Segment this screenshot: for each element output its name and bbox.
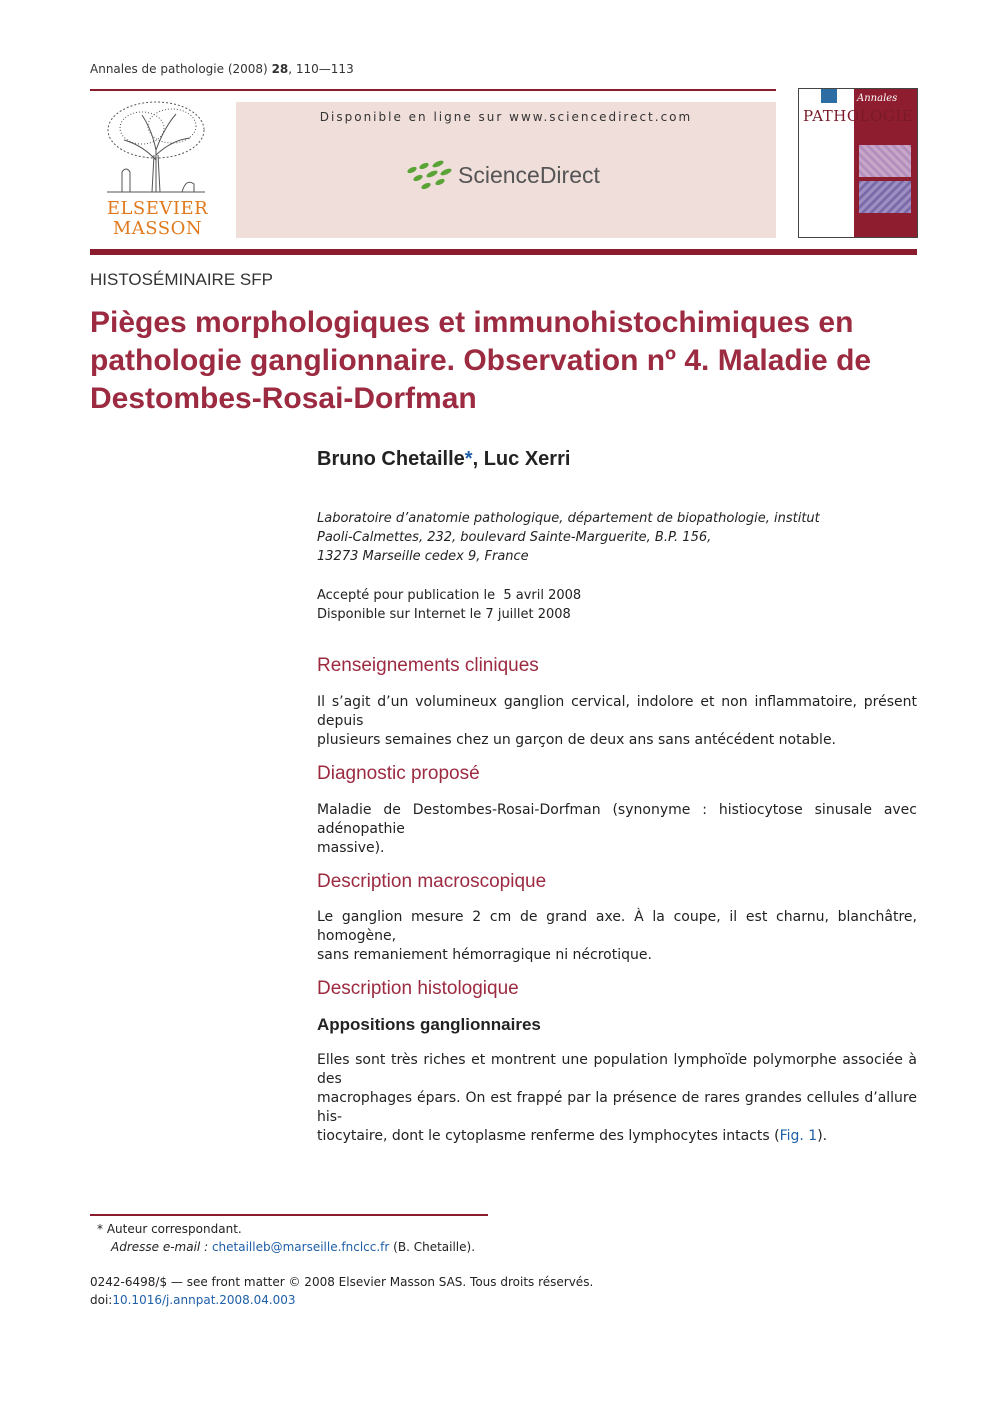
footnote-mark: * xyxy=(97,1222,103,1236)
paragraph-line: macrophages épars. On est frappé par la présence de rares grandes cellules d’allure his- xyxy=(317,1090,917,1125)
footnote-line xyxy=(97,1220,475,1238)
accepted-date: Accepté pour publication le 5 avril 2008 xyxy=(317,588,582,603)
copyright-block xyxy=(90,1273,593,1309)
doi-label: doi: xyxy=(90,1293,113,1307)
publication-dates xyxy=(317,586,581,624)
cover-blue-square xyxy=(821,89,837,103)
subheading-appositions: Appositions ganglionnaires xyxy=(317,1015,541,1034)
affiliation-line: 13273 Marseille cedex 9, France xyxy=(317,549,529,564)
online-date: Disponible sur Internet le 7 juillet 2008 xyxy=(317,607,571,622)
corresponding-author-mark[interactable]: * xyxy=(464,448,473,470)
section-label: HISTOSÉMINAIRE SFP xyxy=(90,270,273,289)
elsevier-masson-logo xyxy=(90,100,225,240)
heading-diagnosis: Diagnostic proposé xyxy=(317,763,480,784)
header-bottom-rule xyxy=(90,249,917,255)
line-text: ). xyxy=(817,1128,828,1144)
available-online-text: Disponible en ligne sur www.sciencedirect.com xyxy=(319,110,693,124)
header-top-rule xyxy=(90,89,776,91)
heading-macroscopic: Description macroscopique xyxy=(317,871,547,892)
author-list xyxy=(317,448,570,471)
journal-reference xyxy=(90,62,354,76)
footnote-text: Auteur correspondant. xyxy=(106,1222,242,1236)
paragraph-line: plusieurs semaines chez un garçon de deux ans sans antécédent notable. xyxy=(317,732,837,748)
affiliation-line: Paoli-Calmettes, 232, boulevard Sainte-Marguerite, B.P. 156, xyxy=(317,530,712,545)
affiliation-line: Laboratoire d’anatomie pathologique, département de biopathologie, institut xyxy=(317,511,820,526)
affiliation xyxy=(317,509,857,566)
doi-link[interactable]: 10.1016/j.annpat.2008.04.003 xyxy=(112,1293,296,1307)
elsevier-tree-icon xyxy=(102,100,210,194)
email-suffix: (B. Chetaille). xyxy=(393,1240,476,1254)
cover-title: PATHOLOGIE xyxy=(803,107,914,125)
paragraph-line xyxy=(317,1127,917,1146)
paragraph-clinical xyxy=(317,693,917,750)
author-xerri: , Luc Xerri xyxy=(472,448,571,470)
paragraph-line: Le ganglion mesure 2 cm de grand axe. À la coupe, il est charnu, blanchâtre, homogène, xyxy=(317,909,917,944)
sciencedirect-banner xyxy=(236,102,776,238)
sciencedirect-leaf-icon xyxy=(404,160,456,194)
doi-line xyxy=(90,1291,593,1309)
paragraph-line: Maladie de Destombes-Rosai-Dorfman (synonyme : histiocytose sinusale avec adénopathie xyxy=(317,802,917,837)
footnote-email-line xyxy=(97,1238,475,1256)
paragraph-line: massive). xyxy=(317,840,385,856)
paragraph-line: Il s’agit d’un volumineux ganglion cervical, indolore et non inflammatoire, présent depuis xyxy=(317,694,917,729)
heading-histologic: Description histologique xyxy=(317,978,519,999)
journal-name: Annales de pathologie (2008) xyxy=(90,62,268,76)
footnote xyxy=(97,1220,475,1256)
publisher-name-line1: ELSEVIER xyxy=(106,198,209,219)
paragraph-line: sans remaniement hémorragique ni nécrotique. xyxy=(317,947,652,963)
copyright-line: 0242-6498/$ — see front matter © 2008 Elsevier Masson SAS. Tous droits réservés. xyxy=(90,1275,594,1289)
email-link[interactable]: chetailleb@marseille.fnclcc.fr xyxy=(211,1240,390,1254)
sciencedirect-wordmark: ScienceDirect xyxy=(458,162,600,188)
cover-micrograph-1 xyxy=(859,145,911,177)
journal-volume: 28 xyxy=(271,62,289,76)
paragraph-diagnosis xyxy=(317,801,917,858)
email-label: Adresse e-mail : xyxy=(111,1240,209,1254)
journal-pages: , 110—113 xyxy=(288,62,354,76)
paragraph-macroscopic xyxy=(317,908,917,965)
footnote-rule xyxy=(90,1214,488,1216)
figure-link[interactable]: Fig. 1 xyxy=(779,1128,818,1144)
journal-cover-thumbnail xyxy=(798,88,918,238)
author-chetaille: Bruno Chetaille xyxy=(317,448,465,470)
publisher-name-line2: MASSON xyxy=(112,218,203,239)
heading-clinical: Renseignements cliniques xyxy=(317,655,539,676)
line-text: tiocytaire, dont le cytoplasme renferme des lymphocytes intacts ( xyxy=(317,1128,780,1144)
sciencedirect-logo[interactable] xyxy=(404,158,624,198)
cover-annales-label: Annales xyxy=(857,93,898,104)
cover-micrograph-2 xyxy=(859,181,911,213)
paragraph-histologic xyxy=(317,1051,917,1146)
article-title: Pièges morphologiques et immunohistochimiques en pathologie ganglionnaire. Observation nº 4. Maladie de Destombes-Rosai-Dorfman xyxy=(90,306,872,415)
paragraph-line: Elles sont très riches et montrent une population lymphoïde polymorphe associée à des xyxy=(317,1052,917,1087)
